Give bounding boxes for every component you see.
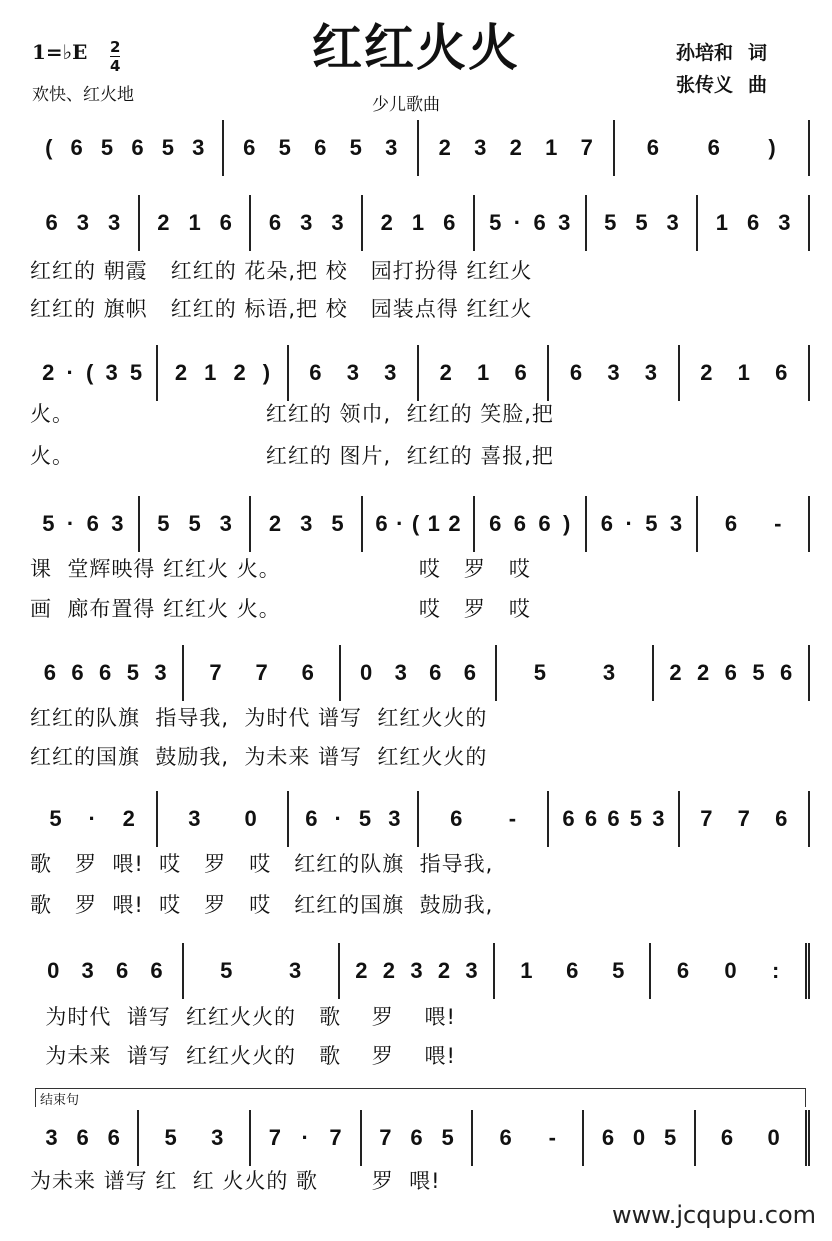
note: 2 xyxy=(697,660,710,685)
measure xyxy=(28,943,184,999)
measure xyxy=(251,496,363,552)
note: 6 xyxy=(707,135,720,160)
lyric-line: 为时代 谱写 红红火火的 歌 罗 喂! xyxy=(30,1005,456,1029)
note: 2 xyxy=(380,210,393,235)
note: 6 xyxy=(724,511,738,536)
note: 2 xyxy=(355,958,368,983)
measure xyxy=(139,1110,250,1166)
note: 3 xyxy=(289,958,302,983)
measure xyxy=(251,1110,362,1166)
note: 1 xyxy=(737,360,750,385)
note: 6 xyxy=(410,1125,423,1150)
note: 6 xyxy=(533,210,546,235)
measure xyxy=(419,120,615,176)
note: 6 xyxy=(301,660,314,685)
score-system xyxy=(28,1110,810,1166)
note: 3 xyxy=(607,360,620,385)
lyric-line: 红红的 朝霞 红红的 花朵,把 校 园打扮得 红红火 xyxy=(30,259,533,283)
note: 2 xyxy=(438,135,451,160)
note: - xyxy=(548,1125,556,1150)
measure xyxy=(587,496,699,552)
composer-credit xyxy=(676,70,767,97)
note: 3 xyxy=(666,210,679,235)
note: 3 xyxy=(388,806,401,831)
time-bottom: 4 xyxy=(110,57,121,75)
note: · xyxy=(66,360,74,385)
note: 1 xyxy=(477,360,490,385)
note: 7 xyxy=(737,806,750,831)
note: 2 xyxy=(700,360,713,385)
note: 5 xyxy=(164,1125,177,1150)
note: 6 xyxy=(150,958,163,983)
note: 6 xyxy=(720,1125,734,1150)
measure xyxy=(340,943,496,999)
note: 6 xyxy=(71,660,84,685)
note: 6 xyxy=(107,1125,120,1150)
note: 3 xyxy=(385,135,398,160)
note: 1 xyxy=(545,135,558,160)
note: 7 xyxy=(700,806,713,831)
note: 5 xyxy=(49,806,62,831)
note: - xyxy=(508,806,517,831)
lyric-line: 红红的国旗 鼓励我, 为未来 谱写 红红火火的 xyxy=(30,745,488,769)
note: 3 xyxy=(652,806,665,831)
note: 0 xyxy=(632,1125,646,1150)
note: 2 xyxy=(268,511,282,536)
measure xyxy=(140,195,252,251)
note: 3 xyxy=(107,210,121,235)
subtitle: 少儿歌曲 xyxy=(372,95,440,115)
note: 6 xyxy=(747,210,760,235)
note: 6 xyxy=(463,660,477,685)
note: 3 xyxy=(394,660,407,685)
measure xyxy=(696,1110,810,1166)
note: 6 xyxy=(43,660,56,685)
score-system xyxy=(28,496,810,552)
note: 6 xyxy=(45,210,58,235)
note: 3 xyxy=(331,210,344,235)
note: 5 xyxy=(629,806,643,831)
measure xyxy=(587,195,699,251)
note: 5 xyxy=(331,511,344,536)
note: 6 xyxy=(76,1125,89,1150)
measure xyxy=(28,195,140,251)
note: 6 xyxy=(513,511,526,536)
note: 6 xyxy=(70,135,83,160)
note: 3 xyxy=(45,1125,58,1150)
key-signature: 1=♭E xyxy=(32,40,88,64)
lyric-line: 课 堂辉映得 红红火 火。 哎 罗 哎 xyxy=(30,557,531,581)
measure xyxy=(549,791,679,847)
note: 5 xyxy=(188,511,201,536)
note: 5 xyxy=(220,958,233,983)
note: ) xyxy=(262,360,271,385)
note: 0 xyxy=(47,958,60,983)
lyricist-name: 孙培和 xyxy=(676,42,734,64)
composer-name: 张传义 xyxy=(676,74,734,96)
note: 6 xyxy=(314,135,327,160)
note: 2 xyxy=(669,660,682,685)
tempo-marking: 欢快、红火地 xyxy=(32,85,134,105)
measure xyxy=(289,791,419,847)
note: 6 xyxy=(724,660,737,685)
note: 5 xyxy=(42,511,55,536)
measure xyxy=(419,791,549,847)
measure xyxy=(184,943,340,999)
note: 1 xyxy=(520,958,533,983)
score-system xyxy=(28,345,810,401)
measure xyxy=(224,120,420,176)
lyricist-role: 词 xyxy=(748,42,768,64)
watermark: www.jcqupu.com xyxy=(612,1201,816,1229)
note: 2 xyxy=(437,958,451,983)
measure xyxy=(495,943,651,999)
measure xyxy=(473,1110,584,1166)
note: 6 xyxy=(569,360,583,385)
note: 2 xyxy=(382,958,396,983)
note: · xyxy=(513,210,522,235)
measure xyxy=(140,496,252,552)
note: 3 xyxy=(465,958,478,983)
note: 5 xyxy=(612,958,625,983)
note: 6 xyxy=(309,360,322,385)
note: 2 xyxy=(42,360,55,385)
note: 6 xyxy=(566,958,579,983)
measure xyxy=(289,345,419,401)
score-system xyxy=(28,120,810,176)
measure xyxy=(362,1110,473,1166)
note: 5 xyxy=(161,135,174,160)
note: ) xyxy=(563,511,571,536)
note: 7 xyxy=(379,1125,392,1150)
note: 2 xyxy=(174,360,188,385)
note: 6 xyxy=(584,806,598,831)
note: 3 xyxy=(300,210,313,235)
note: 3 xyxy=(602,660,616,685)
composer-role: 曲 xyxy=(748,74,768,96)
note: 5 xyxy=(441,1125,454,1150)
note: 5 xyxy=(358,806,372,831)
note: 2 xyxy=(509,135,522,160)
time-top: 2 xyxy=(110,38,121,56)
note: 5 xyxy=(664,1125,677,1150)
note: 6 xyxy=(305,806,318,831)
measure xyxy=(475,496,587,552)
note: 7 xyxy=(580,135,593,160)
measure xyxy=(698,195,810,251)
note: 3 xyxy=(154,660,167,685)
note: 0 xyxy=(359,660,373,685)
note: 0 xyxy=(724,958,737,983)
note: 3 xyxy=(410,958,423,983)
note: 5 xyxy=(645,511,658,536)
measure xyxy=(698,496,810,552)
note: 3 xyxy=(188,806,201,831)
measure xyxy=(158,791,288,847)
measure xyxy=(651,943,810,999)
note: 6 xyxy=(514,360,527,385)
note: · xyxy=(66,511,75,536)
note: 7 xyxy=(209,660,222,685)
note: 6 xyxy=(243,135,256,160)
note: 7 xyxy=(268,1125,282,1150)
score-system xyxy=(28,791,810,847)
lyric-line: 歌 罗 喂! 哎 罗 哎 红红的队旗 指导我, xyxy=(30,852,494,876)
lyric-line: 画 廊布置得 红红火 火。 哎 罗 哎 xyxy=(30,597,531,621)
note: 2 xyxy=(122,806,135,831)
time-signature xyxy=(110,38,120,75)
measure xyxy=(615,120,811,176)
note: 2 xyxy=(439,360,452,385)
lyricist-credit xyxy=(676,38,767,65)
measure xyxy=(341,645,497,701)
lyric-line: 为未来 谱写 红 红 火火的 歌 罗 喂! xyxy=(30,1169,441,1193)
note: 6 xyxy=(450,806,463,831)
note: 6 xyxy=(775,806,788,831)
lyric-line: 歌 罗 喂! 哎 罗 哎 红红的国旗 鼓励我, xyxy=(30,893,494,917)
note: 5 xyxy=(349,135,362,160)
score-system xyxy=(28,645,810,701)
note: 2 xyxy=(157,210,170,235)
note: 3 xyxy=(192,135,205,160)
note: 6 xyxy=(131,135,144,160)
note: · xyxy=(334,806,342,831)
note: 3 xyxy=(669,511,683,536)
note: 6 xyxy=(443,210,456,235)
note: 1 xyxy=(411,210,425,235)
note: 6 xyxy=(646,135,660,160)
note: 3 xyxy=(211,1125,224,1150)
lyric-line: 为未来 谱写 红红火火的 歌 罗 喂! xyxy=(30,1044,456,1068)
measure xyxy=(497,645,653,701)
note: 0 xyxy=(767,1125,780,1150)
note: · xyxy=(301,1125,309,1150)
note: 6 xyxy=(775,360,788,385)
note: 7 xyxy=(329,1125,342,1150)
note: 6 xyxy=(429,660,442,685)
note: 3 xyxy=(644,360,658,385)
note: 3 xyxy=(300,511,313,536)
note: ( xyxy=(411,511,420,536)
note: 6 xyxy=(375,511,388,536)
note: 2 xyxy=(448,511,461,536)
note: 6 xyxy=(601,1125,615,1150)
note: 5 xyxy=(752,660,765,685)
note: 5 xyxy=(129,360,143,385)
note: 6 xyxy=(676,958,690,983)
measure xyxy=(184,645,340,701)
measure xyxy=(680,791,810,847)
note: 3 xyxy=(558,210,571,235)
note: 3 xyxy=(81,958,94,983)
note: · xyxy=(625,511,633,536)
note: · xyxy=(88,806,96,831)
note: 6 xyxy=(538,511,551,536)
lyric-line: 火。 红红的 图片, 红红的 喜报,把 xyxy=(30,444,554,468)
note: 6 xyxy=(219,210,232,235)
song-title: 红红火火 xyxy=(312,18,520,77)
note: 3 xyxy=(111,511,124,536)
note: ) xyxy=(768,135,776,160)
note: 3 xyxy=(105,360,118,385)
note: 6 xyxy=(115,958,129,983)
note: : xyxy=(771,958,780,983)
measure xyxy=(28,1110,139,1166)
note: 3 xyxy=(219,511,232,536)
lyric-line: 红红的 旗帜 红红的 标语,把 校 园装点得 红红火 xyxy=(30,297,533,321)
note: 1 xyxy=(204,360,217,385)
measure xyxy=(158,345,288,401)
note: 3 xyxy=(76,210,89,235)
note: 3 xyxy=(346,360,359,385)
measure xyxy=(28,345,158,401)
note: 1 xyxy=(715,210,729,235)
measure xyxy=(654,645,810,701)
note: 5 xyxy=(489,210,502,235)
note: ( xyxy=(86,360,94,385)
note: 6 xyxy=(607,806,620,831)
note: 5 xyxy=(635,210,648,235)
score-system xyxy=(28,943,810,999)
measure xyxy=(475,195,587,251)
note: 6 xyxy=(268,210,282,235)
note: 6 xyxy=(780,660,793,685)
measure xyxy=(419,345,549,401)
note: 6 xyxy=(489,511,502,536)
measure xyxy=(28,496,140,552)
measure xyxy=(549,345,679,401)
note: 5 xyxy=(126,660,139,685)
note: 3 xyxy=(474,135,487,160)
note: 7 xyxy=(255,660,268,685)
score-system xyxy=(28,195,810,251)
measure xyxy=(28,645,184,701)
measure xyxy=(251,195,363,251)
note: 5 xyxy=(100,135,114,160)
note: 5 xyxy=(278,135,291,160)
measure xyxy=(28,120,224,176)
note: 5 xyxy=(157,511,170,536)
ending-bracket: 结束句 xyxy=(35,1088,806,1107)
note: ( xyxy=(45,135,53,160)
note: 0 xyxy=(244,806,257,831)
note: 6 xyxy=(86,511,99,536)
measure xyxy=(28,791,158,847)
note: 6 xyxy=(499,1125,512,1150)
note: - xyxy=(774,511,782,536)
note: 6 xyxy=(562,806,575,831)
note: 5 xyxy=(604,210,617,235)
note: 6 xyxy=(600,511,614,536)
measure xyxy=(680,345,810,401)
note: 2 xyxy=(233,360,246,385)
note: 1 xyxy=(188,210,201,235)
lyric-line: 红红的队旗 指导我, 为时代 谱写 红红火火的 xyxy=(30,706,488,730)
note: 6 xyxy=(99,660,112,685)
measure xyxy=(363,195,475,251)
note: 3 xyxy=(384,360,397,385)
lyric-line: 火。 红红的 领巾, 红红的 笑脸,把 xyxy=(30,402,554,426)
note: 5 xyxy=(533,660,546,685)
note: 3 xyxy=(778,210,791,235)
note: · xyxy=(396,511,404,536)
measure xyxy=(584,1110,695,1166)
note: 1 xyxy=(427,511,440,536)
measure xyxy=(363,496,475,552)
